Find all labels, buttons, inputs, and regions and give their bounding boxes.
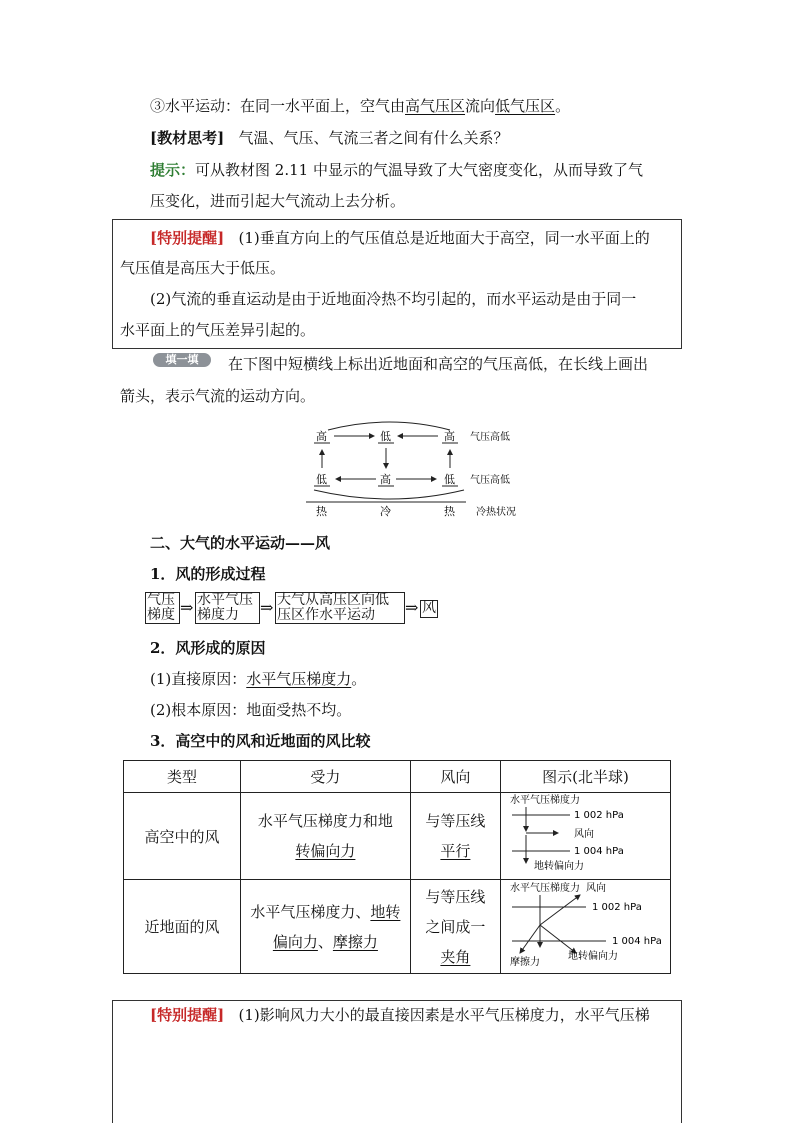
row1-direction: 与等压线 平行 — [410, 793, 500, 880]
upper-wind-diagram — [506, 793, 666, 875]
header-type: 类型 — [124, 761, 241, 793]
label-ground: 冷热状况 — [476, 507, 516, 518]
row1-diagram-cell — [501, 793, 671, 880]
fill-line-2: 箭头，表示气流的运动方向。 — [120, 387, 316, 405]
flow-arrow-3: ⇒ — [405, 598, 419, 617]
row2-force: 水平气压梯度力、地转 偏向力、摩擦力 — [241, 880, 411, 974]
reminder-p1-line1: [特别提醒] (1)垂直方向上的气压值总是近地面大于高空，同一水平面上的 — [150, 229, 650, 247]
row1-force: 水平气压梯度力和地 转偏向力 — [241, 793, 411, 880]
top-left-label: 高 — [316, 430, 327, 443]
svg-text:地转偏向力: 地转偏向力 — [533, 861, 584, 872]
svg-text:风向: 风向 — [585, 882, 606, 894]
fill-badge: 填一填 — [153, 353, 211, 367]
table-row — [124, 793, 671, 880]
surface-wind-diagram — [506, 881, 666, 969]
wind-arrow — [540, 895, 580, 925]
flow-arrow-2: ⇒ — [260, 598, 274, 617]
bottom-left-label: 低 — [316, 473, 327, 486]
direct-cause: (1)直接原因：水平气压梯度力。 — [150, 670, 367, 688]
bottom-right-label: 低 — [444, 473, 455, 486]
table-row — [124, 880, 671, 974]
friction-arrow — [520, 925, 540, 953]
section2-heading: 二、大气的水平运动——风 — [150, 534, 331, 552]
hint-line-2: 压变化，进而引起大气流动上去分析。 — [150, 192, 406, 210]
sub-heading-2: 2．风形成的原因 — [150, 639, 266, 657]
svg-text:水平气压梯度力: 水平气压梯度力 — [509, 795, 580, 806]
sub-heading-3: 3．高空中的风和近地面的风比较 — [150, 732, 371, 750]
flow-box-pgf: 水平气压 梯度力 — [195, 592, 260, 624]
ground-right: 热 — [444, 505, 455, 518]
ground-left: 热 — [316, 505, 327, 518]
reminder-p2-line1: (2)气流的垂直运动是由于近地面冷热不均引起的，而水平运动是由于同一 — [150, 290, 637, 308]
reminder-p1-line2: 气压值是高压大于低压。 — [120, 259, 286, 277]
wind-comparison-table — [123, 760, 671, 974]
root-cause: (2)根本原因：地面受热不均。 — [150, 701, 352, 719]
top-right-label: 高 — [444, 430, 455, 443]
svg-text:水平气压梯度力: 水平气压梯度力 — [509, 882, 580, 894]
upper-arc — [328, 422, 450, 430]
header-diagram: 图示(北半球) — [501, 761, 671, 793]
svg-text:1 002 hPa: 1 002 hPa — [573, 810, 624, 821]
flow-box-pressure-gradient: 气压 梯度 — [145, 592, 180, 624]
label-top-pressure: 气压高低 — [470, 432, 510, 443]
answer-high-pressure: 高气压区 — [405, 97, 466, 115]
reminder2-line1: [特别提醒] (1)影响风力大小的最直接因素是水平气压梯度力，水平气压梯 — [150, 1006, 650, 1024]
ground-mid: 冷 — [380, 505, 391, 518]
coriolis-arrow — [540, 925, 576, 953]
svg-text:1 004 hPa: 1 004 hPa — [573, 846, 624, 857]
svg-text:风向: 风向 — [573, 829, 594, 840]
row2-diagram-cell — [501, 880, 671, 974]
label-bottom-pressure: 气压高低 — [470, 475, 510, 486]
row2-direction: 与等压线 之间成一 夹角 — [410, 880, 500, 974]
flow-box-horizontal-motion: 大气从高压区向低 压区作水平运动 — [275, 592, 405, 624]
fill-line-1: 在下图中短横线上标出近地面和高空的气压高低，在长线上画出 — [228, 355, 649, 373]
thermal-circulation-diagram — [300, 418, 530, 518]
bottom-mid-label: 高 — [380, 473, 391, 486]
row1-type: 高空中的风 — [124, 793, 241, 880]
svg-text:地转偏向力: 地转偏向力 — [567, 950, 618, 962]
hint-line-1: 提示：可从教材图 2.11 中显示的气温导致了大气密度变化，从而导致了气 — [150, 161, 643, 179]
sub-heading-1: 1．风的形成过程 — [150, 565, 266, 583]
answer-low-pressure: 低气压区 — [495, 97, 556, 115]
flow-box-wind: 风 — [422, 600, 436, 616]
reminder-p2-line2: 水平面上的气压差异引起的。 — [120, 321, 316, 339]
header-force: 受力 — [241, 761, 411, 793]
svg-text:1 004 hPa: 1 004 hPa — [611, 935, 662, 947]
header-direction: 风向 — [410, 761, 500, 793]
svg-text:摩擦力: 摩擦力 — [509, 956, 540, 968]
textbook-think: [教材思考] 气温、气压、气流三者之间有什么关系？ — [150, 129, 509, 147]
table-header-row — [124, 761, 671, 793]
svg-text:1 002 hPa: 1 002 hPa — [591, 901, 642, 913]
top-mid-label: 低 — [380, 430, 391, 443]
row2-type: 近地面的风 — [124, 880, 241, 974]
flow-arrow-1: ⇒ — [180, 598, 194, 617]
lower-arc — [314, 490, 464, 499]
horizontal-motion-line: ③水平运动：在同一水平面上，空气由高气压区流向低气压区。 — [150, 97, 571, 115]
